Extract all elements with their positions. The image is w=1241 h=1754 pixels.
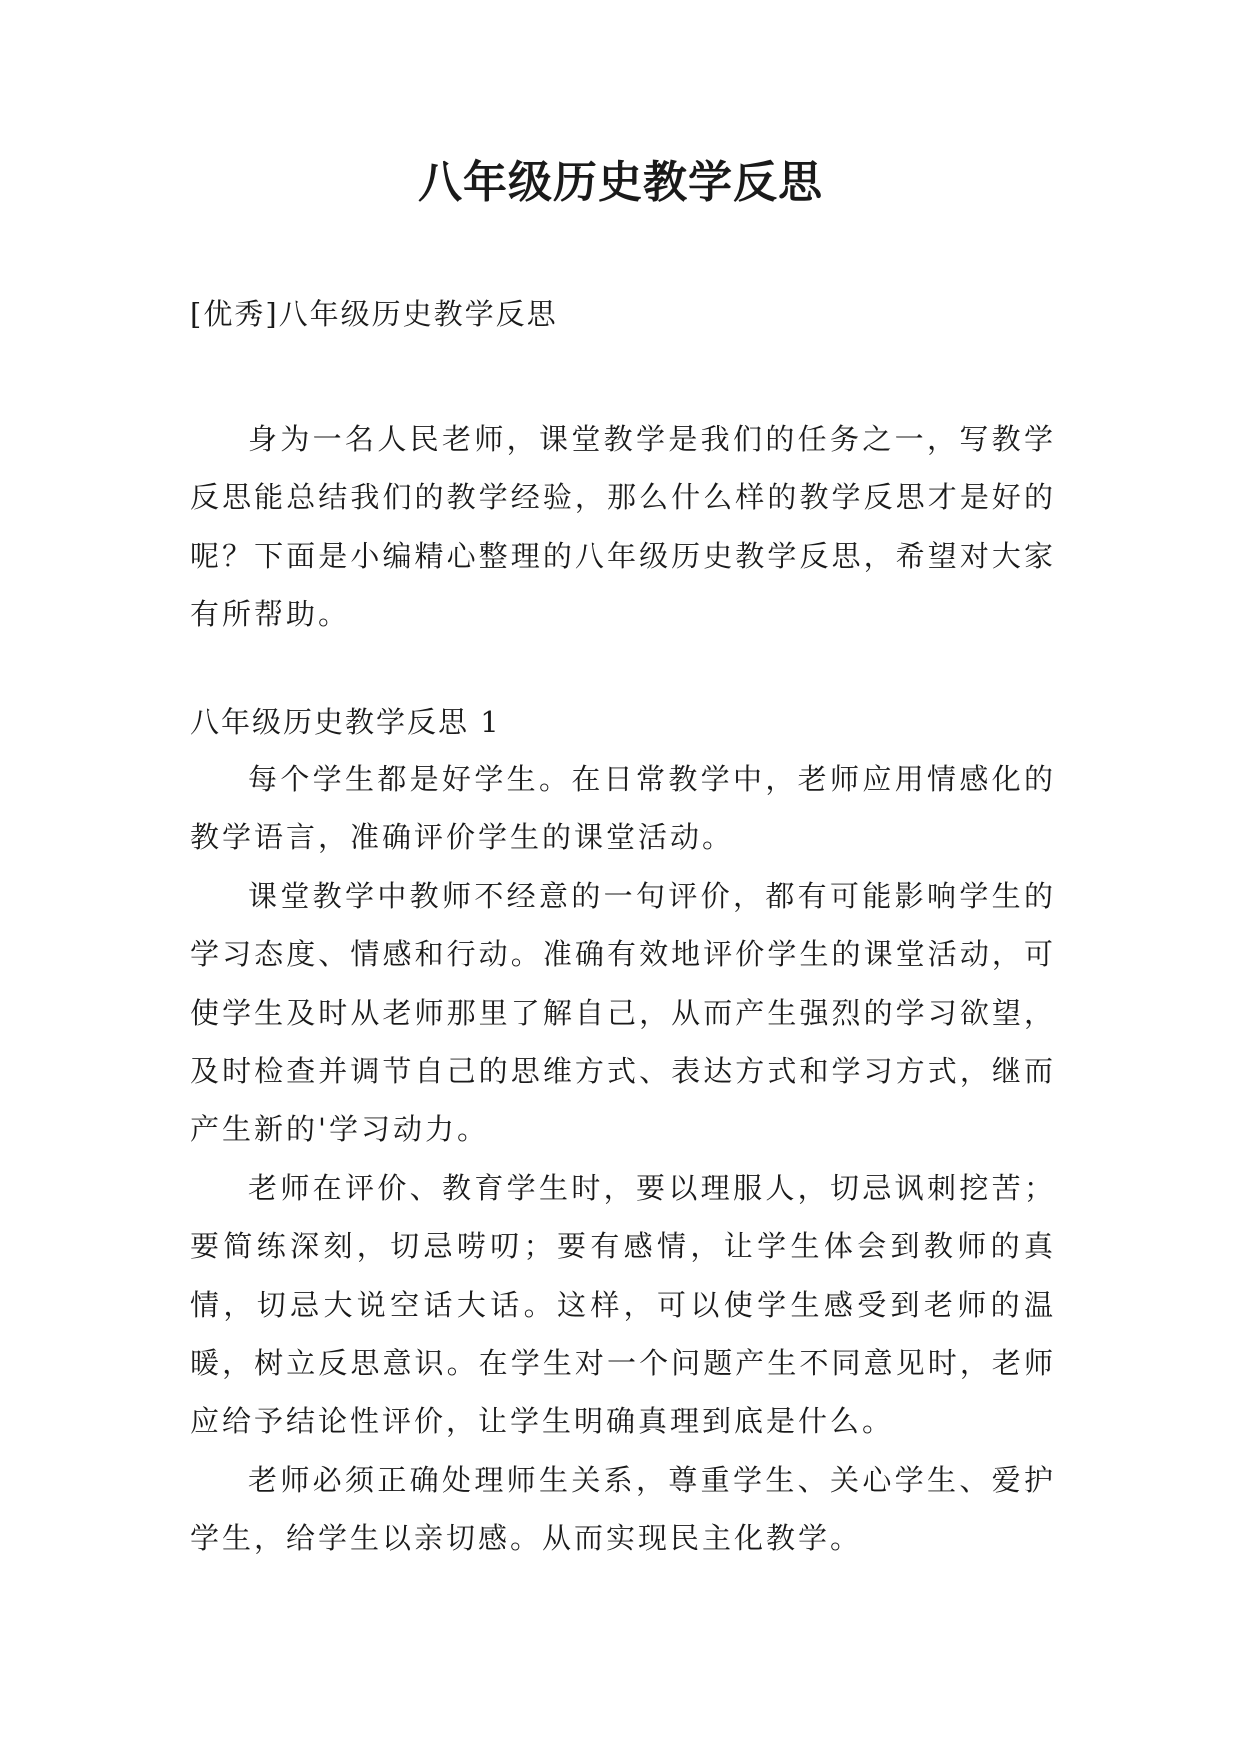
document-title: 八年级历史教学反思 [418, 157, 823, 208]
body-paragraph: 老师必须正确处理师生关系，尊重学生、关心学生、爱护学生，给学生以亲切感。从而实现民主化教学。 [190, 1462, 1056, 1556]
section-body [190, 750, 1056, 1568]
body-paragraph: 老师在评价、教育学生时，要以理服人，切忌讽刺挖苦；要简练深刻，切忌唠叨；要有感情，让学生体会到教师的真情，切忌大说空话大话。这样，可以使学生感受到老师的温暖，树立反思意识。在学生对一个问题产生不同意见时，老师应给予结论性评价，让学生明确真理到底是什么。 [190, 1170, 1056, 1439]
body-paragraph: 课堂教学中教师不经意的一句评价，都有可能影响学生的学习态度、情感和行动。准确有效地评价学生的课堂活动，可使学生及时从老师那里了解自己，从而产生强烈的学习欲望，及时检查并调节自己的思维方式、表达方式和学习方式，继而产生新的'学习动力。 [190, 878, 1056, 1147]
document-subtitle: [优秀]八年级历史教学反思 [190, 297, 558, 331]
intro-block [190, 410, 1056, 644]
intro-paragraph: 身为一名人民老师，课堂教学是我们的任务之一，写教学反思能总结我们的教学经验，那么什么样的教学反思才是好的呢？下面是小编精心整理的八年级历史教学反思，希望对大家有所帮助。 [190, 422, 1056, 632]
body-paragraph: 每个学生都是好学生。在日常教学中，老师应用情感化的教学语言，准确评价学生的课堂活动。 [190, 762, 1056, 855]
section-heading: 八年级历史教学反思 1 [190, 705, 501, 739]
